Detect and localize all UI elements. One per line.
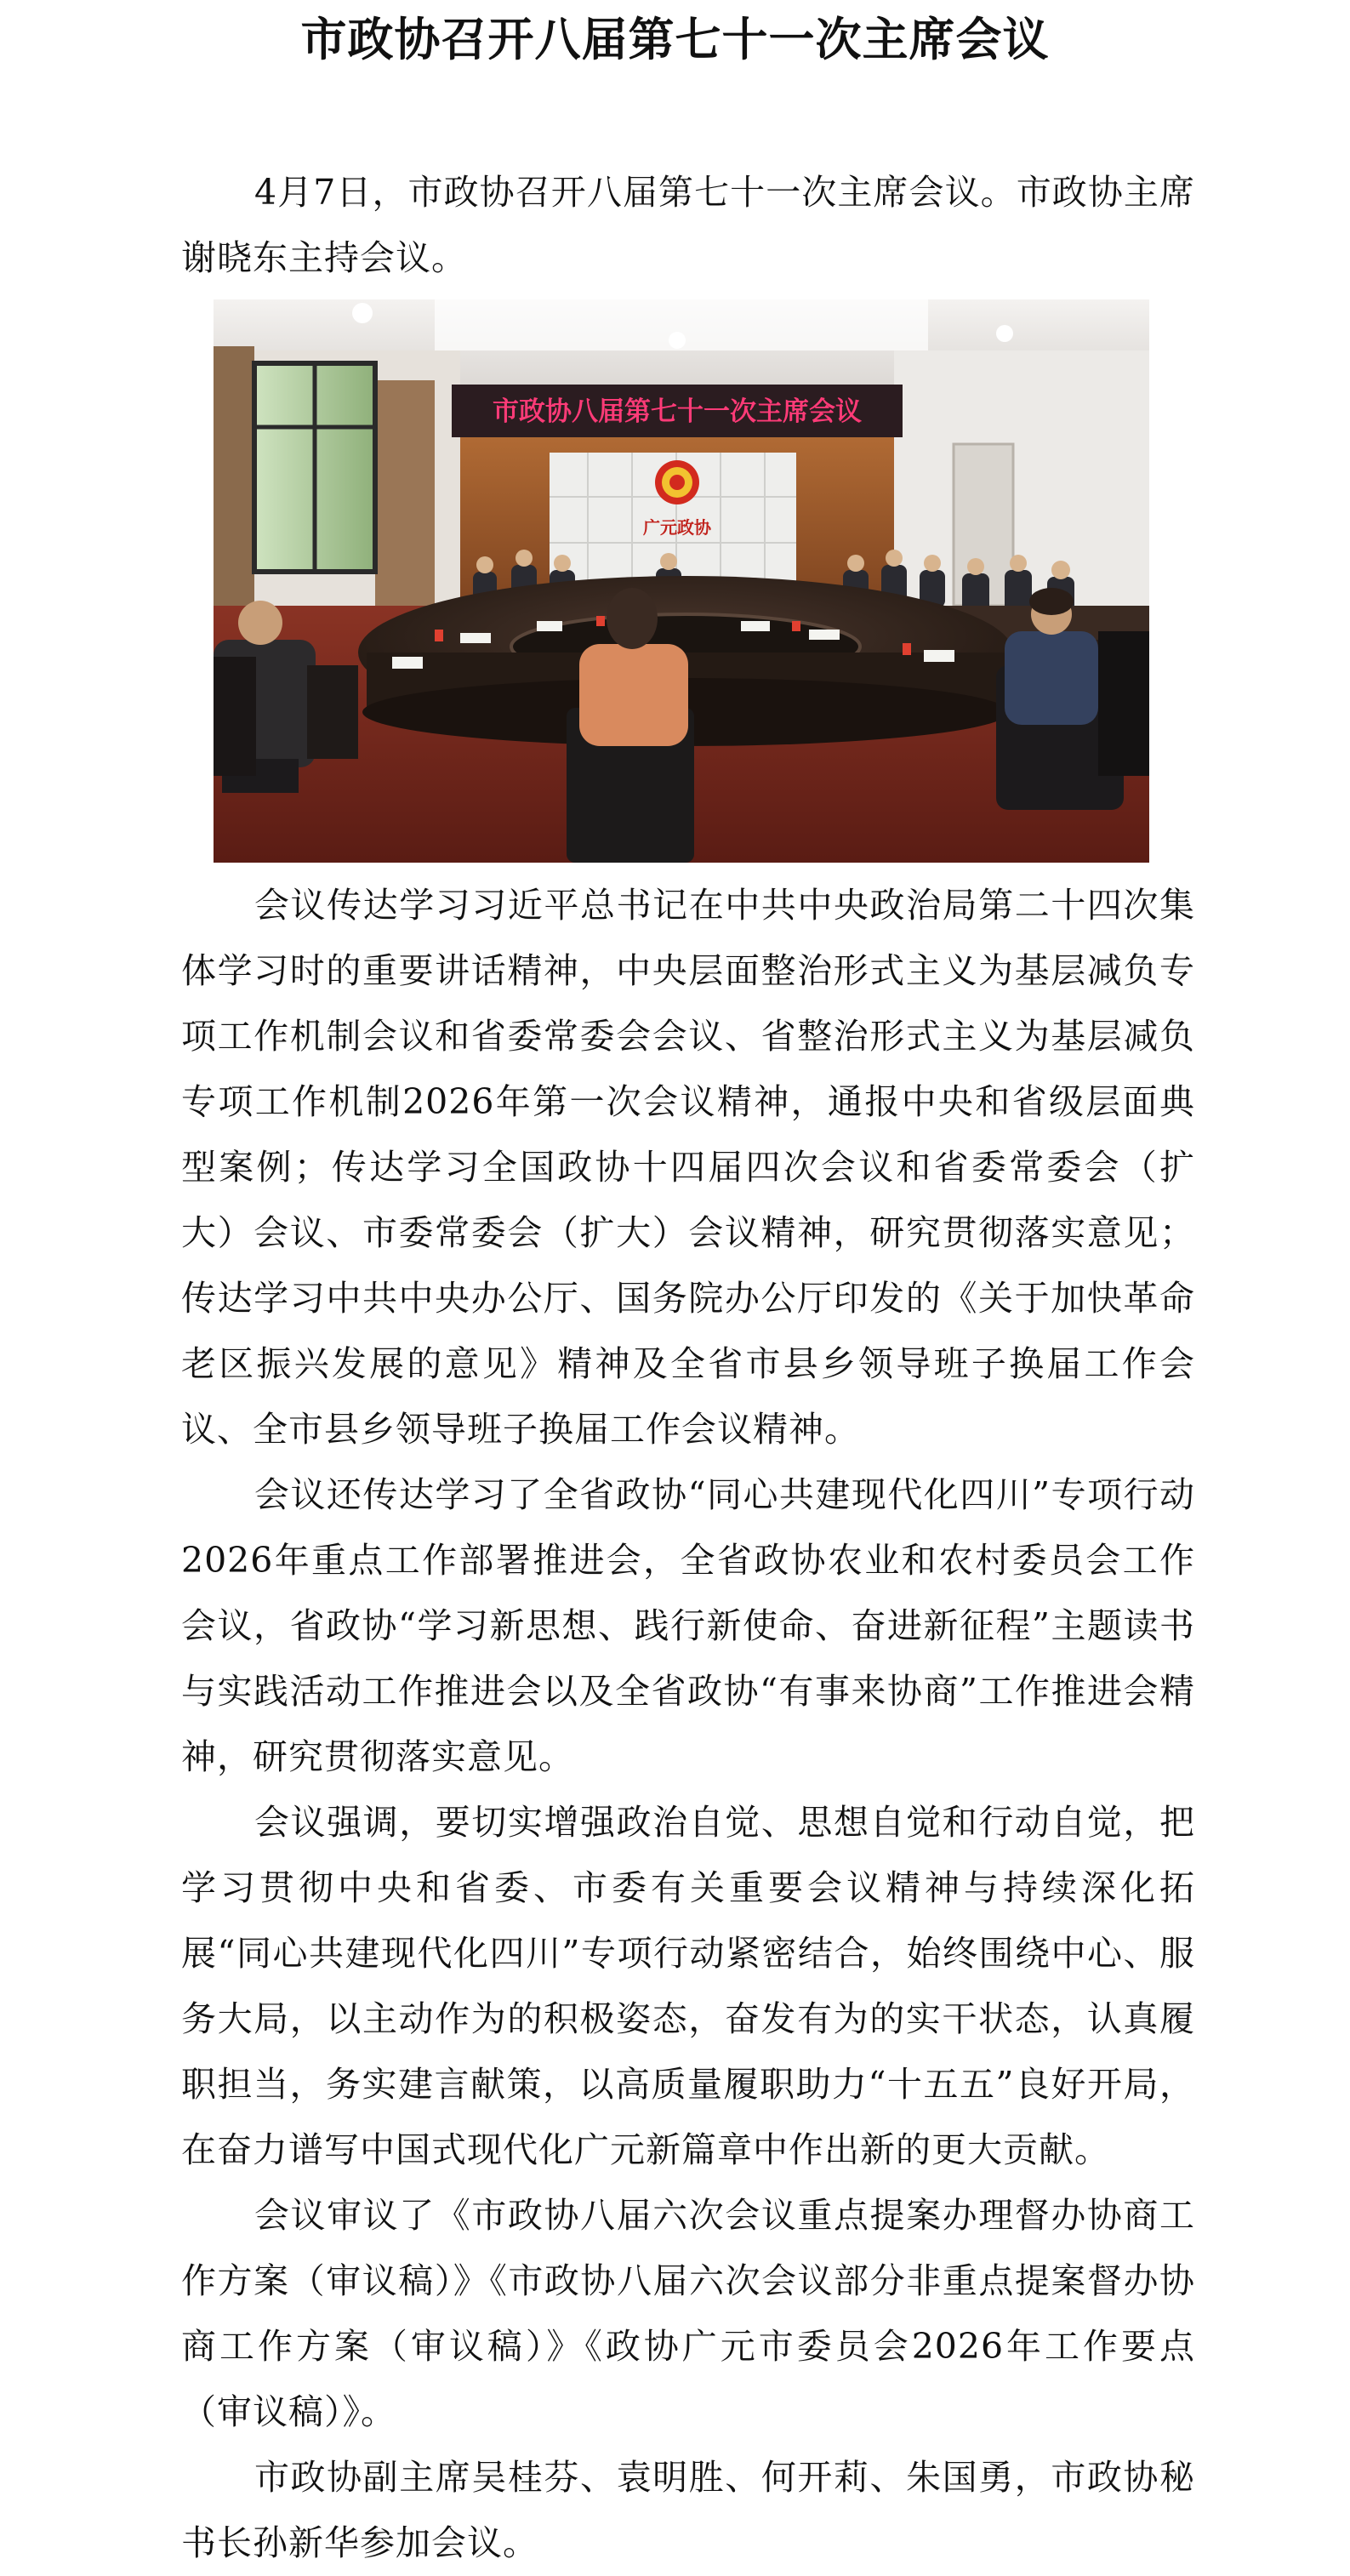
paragraph-intro: 4月7日，市政协召开八届第七十一次主席会议。市政协主席谢晓东主持会议。 [181, 172, 1195, 278]
paragraph-study: 会议传达学习习近平总书记在中共中央政治局第二十四次集体学习时的重要讲话精神，中央层面整治形式主义为基层减负专项工作机制会议和省委常委会会议、省整治形式主义为基层减负专项工作机制2026年第一次会议精神，通报中央和省级层面典型案例；传达学习全国政协十四届四次会议和省委常委会（扩大）会议、市委常委会（扩大）会议精神，研究贯彻落实意见；传达学习中共中央办公厅、国务院办公厅印发的《关于加快革命老区振兴发展的意见》精神及全省市县乡领导班子换届工作会议、全市县乡领导班子换届工作会议精神。 [181, 885, 1195, 1450]
paragraph-emphasis: 会议强调，要切实增强政治自觉、思想自觉和行动自觉，把学习贯彻中央和省委、市委有关重要会议精神与持续深化拓展“同心共建现代化四川”专项行动紧密结合，始终围绕中心、服务大局，以主动作为的积极姿态，奋发有为的实干状态，认真履职担当，务实建言献策，以高质量履职助力“十五五”良好开局，在奋力谱写中国式现代化广元新篇章中作出新的更大贡献。 [181, 1802, 1195, 2170]
article-title: 市政协召开八届第七十一次主席会议 [300, 12, 1050, 66]
meeting-photo [214, 299, 1149, 863]
paragraph-review: 会议审议了《市政协八届六次会议重点提案办理督办协商工作方案（审议稿）》《市政协八届六次会议部分非重点提案督办协商工作方案（审议稿）》《政协广元市委员会2026年工作要点（审议稿）》。 [181, 2195, 1195, 2432]
paragraph-also: 会议还传达学习了全省政协“同心共建现代化四川”专项行动2026年重点工作部署推进会，全省政协农业和农村委员会工作会议，省政协“学习新思想、践行新使命、奋进新征程”主题读书与实践活动工作推进会以及全省政协“有事来协商”工作推进会精神，研究贯彻落实意见。 [181, 1474, 1195, 1777]
paragraph-attendees: 市政协副主席吴桂芬、袁明胜、何开莉、朱国勇，市政协秘书长孙新华参加会议。 [181, 2457, 1195, 2563]
photo-wall-sign: 广元政协 [643, 517, 711, 538]
article-body [181, 160, 1195, 2576]
photo-banner-text: 市政协八届第七十一次主席会议 [493, 396, 862, 427]
